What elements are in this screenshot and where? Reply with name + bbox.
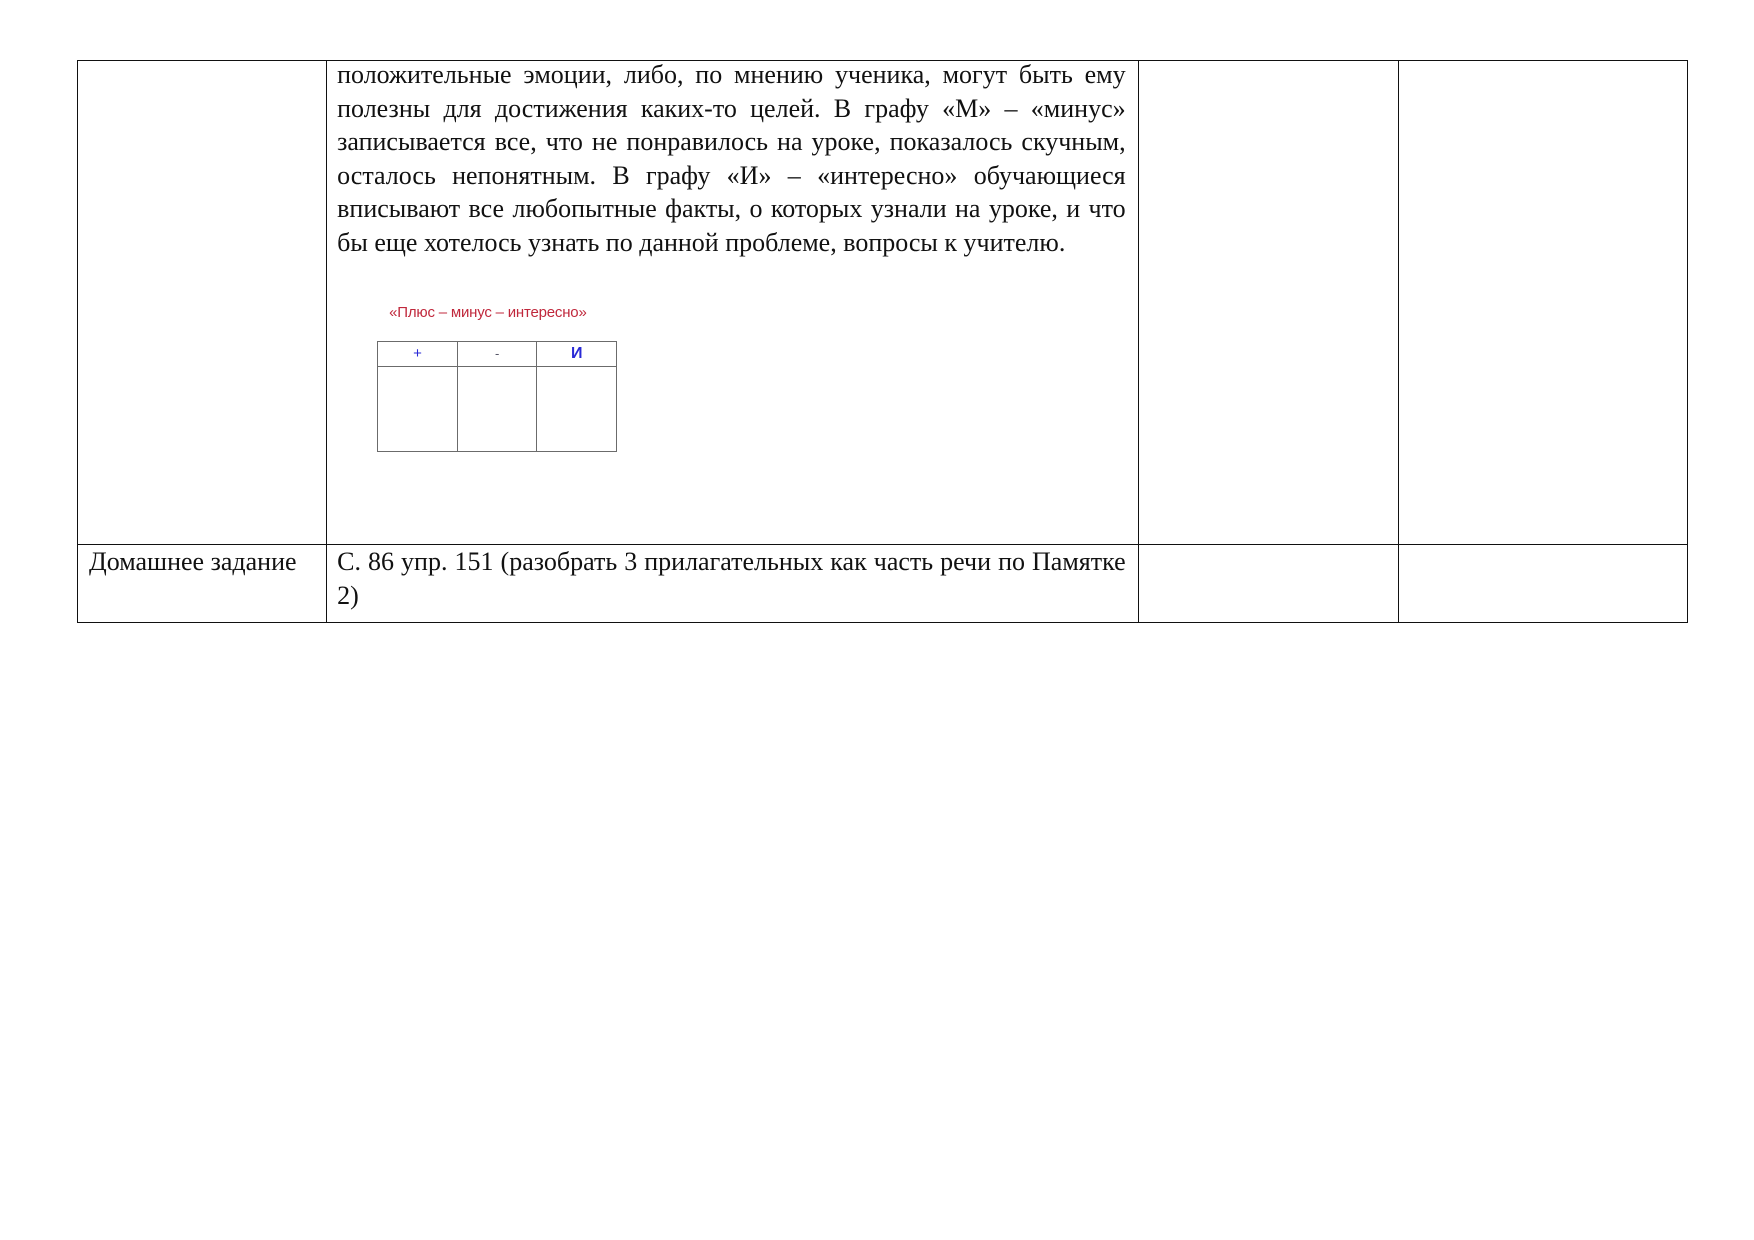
pmi-interesting-cell xyxy=(537,366,617,451)
homework-label: Домашнее задание xyxy=(89,547,297,576)
reflection-description: положительные эмоции, либо, по мнению ученика, могут быть ему полезны для достижения каких-то целей. В графу «М» – «минус» записывается все, что не понравилось на уроке, показалось скучным, осталось непонятным. В графу «И» – «интересно» обучающиеся вписывают все любопытные факты, о которых узнали на уроке, и что бы еще хотелось узнать по данной проблеме, вопросы к учителю. xyxy=(337,60,1126,257)
table-row xyxy=(78,545,1688,623)
pmi-plus-cell xyxy=(378,366,458,451)
teacher-activity-cell xyxy=(1138,61,1398,545)
pmi-grid xyxy=(377,341,617,452)
pmi-interesting-header: И xyxy=(537,341,617,366)
pmi-plus-header: + xyxy=(378,341,458,366)
homework-text: С. 86 упр. 151 (разобрать 3 прилагательных как часть речи по Памятке 2) xyxy=(337,547,1126,610)
pmi-minus-header: - xyxy=(457,341,537,366)
pmi-figure-title: «Плюс – минус – интересно» xyxy=(389,303,587,321)
stage-label-cell xyxy=(78,61,327,545)
table-row xyxy=(78,61,1688,545)
homework-label-cell xyxy=(78,545,327,623)
pmi-minus-cell xyxy=(457,366,537,451)
student-activity-cell xyxy=(1398,61,1687,545)
homework-content-cell xyxy=(327,545,1139,623)
lesson-plan-table xyxy=(77,60,1688,623)
homework-col3-cell xyxy=(1138,545,1398,623)
pmi-figure xyxy=(377,304,677,479)
homework-col4-cell xyxy=(1398,545,1687,623)
stage-content-cell xyxy=(327,61,1139,545)
